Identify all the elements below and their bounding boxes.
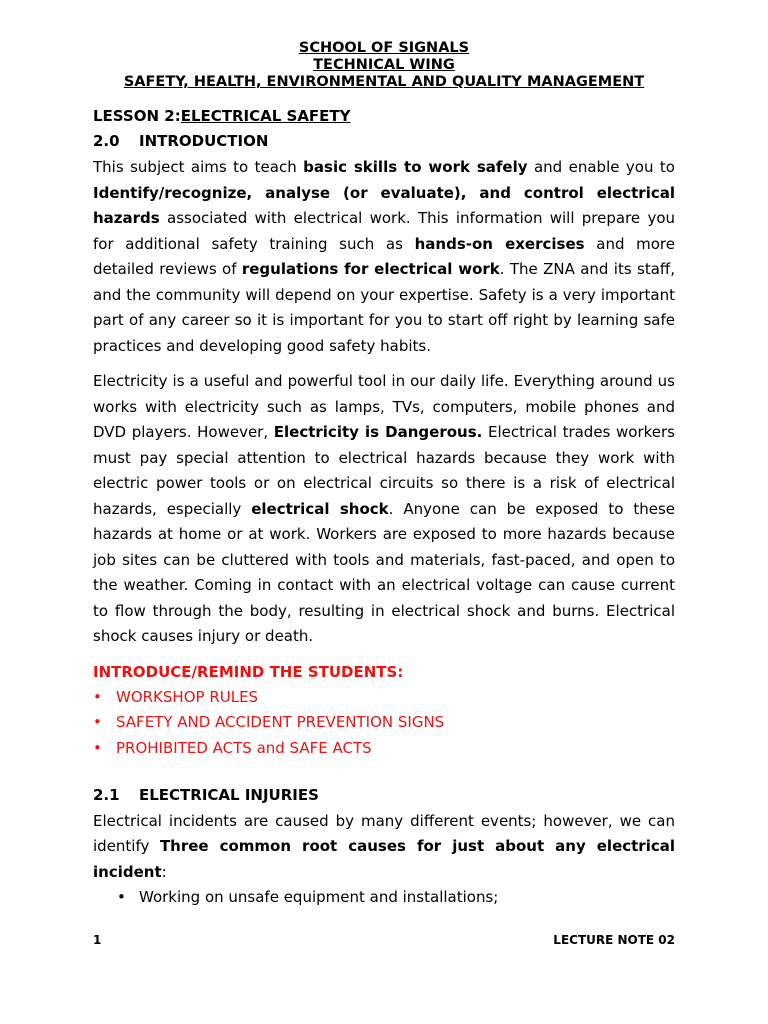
list-item-label: WORKSHOP RULES: [116, 687, 259, 706]
bullet-icon: •: [93, 713, 102, 732]
page-footer: [93, 932, 675, 948]
text-run: associated with electrical work. This information will prepare you for additional safety training such as: [93, 209, 675, 253]
lesson-heading: [93, 106, 675, 126]
bold-run: Three common root causes for just about any electrical incident: [93, 837, 676, 881]
lesson-prefix: LESSON 2:: [93, 107, 181, 125]
list-item: [117, 885, 675, 910]
section-heading-electrical-injuries: [93, 785, 675, 805]
bullet-icon: •: [93, 687, 102, 706]
bold-run: electrical shock: [251, 499, 389, 518]
text-run: :: [161, 862, 167, 881]
list-item: [93, 736, 675, 762]
list-item-label: PROHIBITED ACTS and SAFE ACTS: [116, 738, 372, 757]
section-number: 2.0: [93, 132, 120, 150]
text-run: and enable you to: [527, 158, 675, 176]
list-item-label: SAFETY AND ACCIDENT PREVENTION SIGNS: [116, 713, 445, 732]
course-title: SAFETY, HEALTH, ENVIRONMENTAL AND QUALITY MANAGEMENT: [123, 74, 645, 90]
bold-run: Identify/recognize, analyse (or evaluate), and control electrical hazards: [93, 183, 675, 227]
reminder-list: [93, 685, 675, 762]
school-name: SCHOOL OF SIGNALS: [298, 40, 470, 56]
page-number: 1: [93, 933, 102, 947]
text-run: . The ZNA and its staff, and the community will depend on your expertise. Safety is a very important part of any career so it is important for you to start off right by learning safe practices and developing good safety habits.: [93, 260, 676, 355]
section-number: 2.1: [93, 785, 120, 804]
list-item: [93, 710, 675, 736]
text-run: Electricity is a useful and powerful tool in our daily life. Everything around us works with electricity such as lamps, TVs, computers, mobile phones and DVD players. However,: [93, 372, 675, 441]
section-title: ELECTRICAL INJURIES: [139, 785, 319, 804]
document-page: [93, 40, 675, 910]
text-run: Electrical incidents are caused by many different events; however, we can identify: [93, 811, 675, 856]
text-run: Electrical trades workers must pay special attention to electrical hazards because they work with electric power tools or on electrical circuits so there is a risk of electrical hazards, especially: [93, 423, 675, 518]
bold-run: hands-on exercises: [414, 234, 585, 253]
bold-run: basic skills to work safely: [303, 158, 528, 176]
list-item-label: Working on unsafe equipment and installations;: [139, 888, 499, 907]
lesson-title: ELECTRICAL SAFETY: [180, 107, 351, 125]
text-run: and more detailed reviews of: [93, 234, 675, 278]
text-run: . Anyone can be exposed to these hazards at home or at work. Workers are exposed to more hazards because job sites can be cluttered with tools and materials, fast-paced, and open to the weather. Coming in contact with an electrical voltage can cause current to flow through the body, resulting in electrical shock and burns. Electrical shock causes injury or death.: [93, 499, 676, 645]
wing-name: TECHNICAL WING: [313, 57, 455, 73]
text-run: This subject aims to teach: [93, 158, 304, 176]
section-heading-introduction: [93, 131, 675, 151]
injuries-paragraph: [93, 809, 675, 886]
bold-run: Electricity is Dangerous.: [273, 423, 483, 441]
intro-paragraph-2: [93, 369, 675, 650]
intro-paragraph-1: [93, 155, 675, 359]
reminder-heading: INTRODUCE/REMIND THE STUDENTS:: [93, 662, 404, 681]
bold-run: regulations for electrical work: [241, 260, 500, 278]
bullet-icon: •: [93, 738, 102, 757]
footer-label: LECTURE NOTE 02: [553, 933, 675, 947]
root-cause-list: [93, 885, 675, 910]
list-item: [93, 685, 675, 711]
bullet-icon: •: [117, 888, 126, 907]
section-title: INTRODUCTION: [139, 132, 269, 150]
